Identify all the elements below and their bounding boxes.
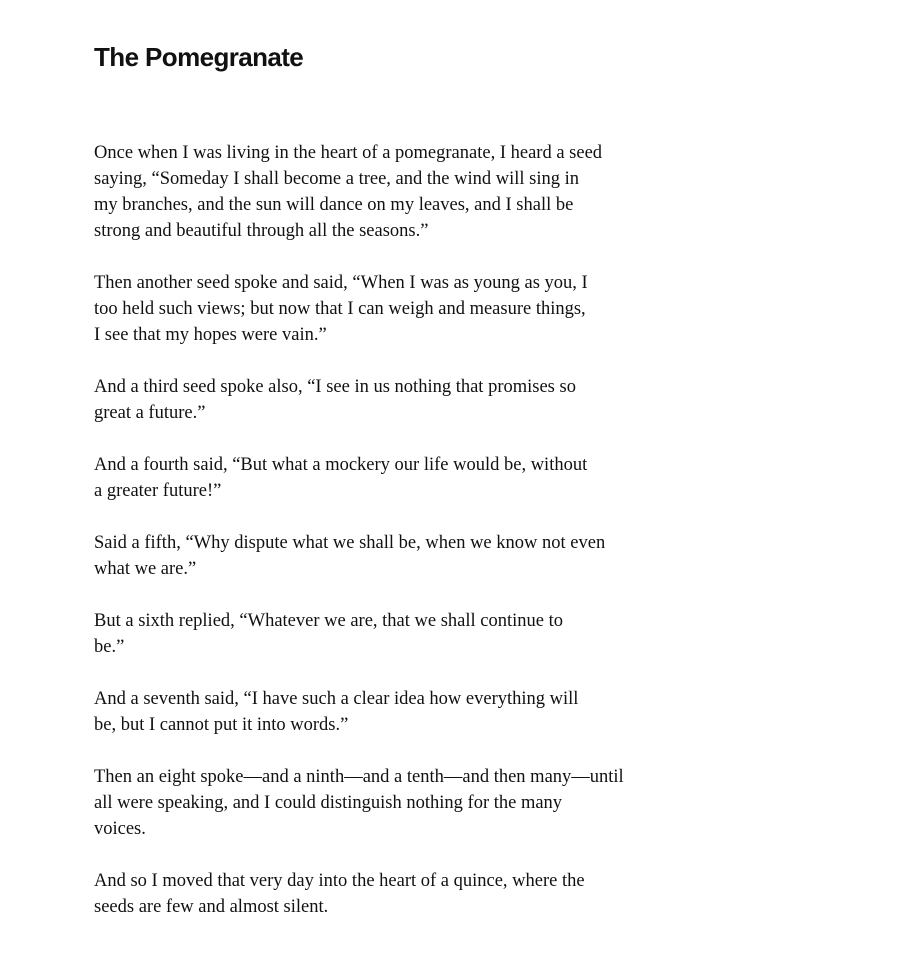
paragraph-7 xyxy=(94,686,714,738)
document-body xyxy=(94,140,714,946)
paragraph-line: saying, “Someday I shall become a tree, and the wind will sing in xyxy=(94,169,579,189)
paragraph-line: great a future.” xyxy=(94,403,206,423)
paragraph-line: be.” xyxy=(94,637,125,657)
paragraph-6 xyxy=(94,608,714,660)
paragraph-9 xyxy=(94,868,714,920)
paragraph-line: too held such views; but now that I can weigh and measure things, xyxy=(94,299,586,319)
paragraph-line: voices. xyxy=(94,819,146,839)
paragraph-line: But a sixth replied, “Whatever we are, that we shall continue to xyxy=(94,611,564,631)
paragraph-line: Said a fifth, “Why dispute what we shall be, when we know not even xyxy=(94,533,606,553)
paragraph-line: what we are.” xyxy=(94,559,197,579)
paragraph-line: all were speaking, and I could distinguish nothing for the many xyxy=(94,793,563,813)
paragraph-4 xyxy=(94,452,714,504)
paragraph-line: Then another seed spoke and said, “When I was as young as you, I xyxy=(94,273,588,293)
paragraph-3 xyxy=(94,374,714,426)
paragraph-line: be, but I cannot put it into words.” xyxy=(94,715,349,735)
paragraph-line: And so I moved that very day into the heart of a quince, where the xyxy=(94,871,585,891)
paragraph-line: I see that my hopes were vain.” xyxy=(94,325,327,345)
paragraph-line: Once when I was living in the heart of a pomegranate, I heard a seed xyxy=(94,143,603,163)
paragraph-line: And a seventh said, “I have such a clear idea how everything will xyxy=(94,689,579,709)
paragraph-line: And a third seed spoke also, “I see in us nothing that promises so xyxy=(94,377,576,397)
paragraph-line: Then an eight spoke—and a ninth—and a tenth—and then many—until xyxy=(94,767,624,787)
paragraph-line: a greater future!” xyxy=(94,481,222,501)
page-title: The Pomegranate xyxy=(94,42,304,72)
paragraph-line: strong and beautiful through all the seasons.” xyxy=(94,221,429,241)
paragraph-line: my branches, and the sun will dance on my leaves, and I shall be xyxy=(94,195,574,215)
paragraph-line: And a fourth said, “But what a mockery our life would be, without xyxy=(94,455,588,475)
paragraph-1 xyxy=(94,140,714,244)
paragraph-8 xyxy=(94,764,714,842)
paragraph-line: seeds are few and almost silent. xyxy=(94,897,329,917)
paragraph-5 xyxy=(94,530,714,582)
paragraph-2 xyxy=(94,270,714,348)
